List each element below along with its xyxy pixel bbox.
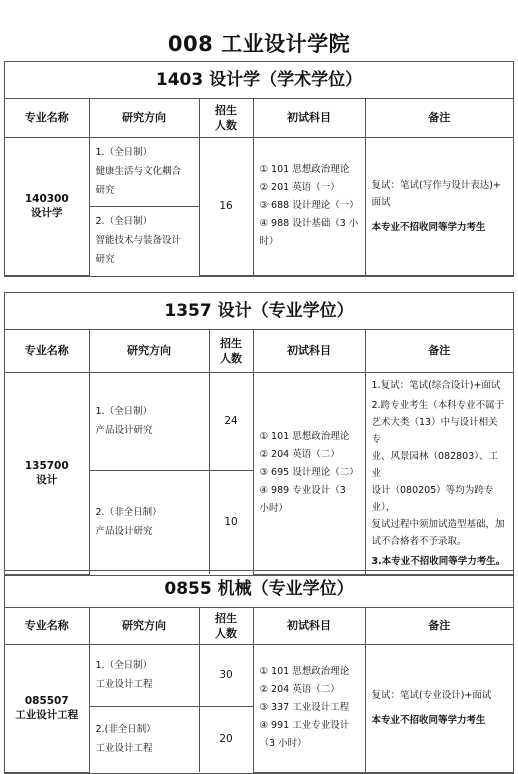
enrollment-count: 10: [209, 470, 253, 574]
header-row: [5, 608, 513, 644]
program-table: [5, 608, 513, 773]
subjects-cell: ① 101 思想政治理论 ② 201 英语（一） ③ 688 设计理论（一） ④ 988 设计基础（3 小 时）: [253, 137, 365, 275]
program-block-design-academic: [4, 61, 514, 277]
program-block-mechanical-professional: [4, 570, 514, 774]
enrollment-count: 30: [199, 644, 253, 706]
header-subjects: 初试科目: [253, 99, 365, 137]
enrollment-count: 16: [199, 137, 253, 275]
major-name: 工业设计工程: [15, 709, 79, 721]
page-title: 008 工业设计学院: [167, 32, 351, 56]
enrollment-count: 24: [209, 372, 253, 470]
major-cell: [5, 137, 89, 275]
header-enrollment: 招生 人数: [199, 99, 253, 137]
subjects-cell: ① 101 思想政治理论 ② 204 英语（二） ③ 695 设计理论（二） ④ 989 专业设计（3 小时）: [253, 372, 365, 574]
major-name: 设计学: [31, 207, 63, 219]
direction-cell: 1.（全日制） 产品设计研究: [89, 372, 209, 470]
notes-cell: 1.复试：笔试(综合设计)+面试 2.跨专业考生（本科专业不属于 艺术大类（13）中与设计相关专 业、风景园林（082803）、工业 设计（080205）等均为跨专业）， 复试过程中须加试造型基础，加 试不合格者不予录取。 3.本专业不招收同等学力考生。: [365, 372, 513, 574]
major-code: 085507: [24, 695, 69, 707]
section-title: 1357 设计（专业学位）: [5, 293, 513, 330]
program-table: [5, 330, 513, 575]
direction-cell: 1.（全日制） 工业设计工程: [89, 644, 199, 706]
enrollment-count: 20: [199, 706, 253, 772]
header-subjects: 初试科目: [253, 330, 365, 372]
section-title: 1403 设计学（学术学位）: [5, 62, 513, 99]
header-row: [5, 330, 513, 372]
major-cell: [5, 644, 89, 772]
program-block-design-professional: [4, 292, 514, 576]
direction-cell: 2.(非全日制） 工业设计工程: [89, 706, 199, 772]
major-code: 135700: [24, 460, 69, 472]
header-row: [5, 99, 513, 137]
section-title: 0855 机械（专业学位）: [5, 571, 513, 608]
header-major: 专业名称: [5, 608, 89, 644]
header-notes: 备注: [365, 99, 513, 137]
header-enrollment: 招生 人数: [199, 608, 253, 644]
major-code: 140300: [24, 193, 69, 205]
header-direction: 研究方向: [89, 608, 199, 644]
header-subjects: 初试科目: [253, 608, 365, 644]
header-major: 专业名称: [5, 99, 89, 137]
subjects-cell: ① 101 思想政治理论 ② 204 英语（二） ③ 337 工业设计工程 ④ 991 工业专业设计 （3 小时）: [253, 644, 365, 772]
direction-cell: 2.（非全日制） 产品设计研究: [89, 470, 209, 574]
notes-cell: 复试：笔试(写作与设计表达)+ 面试 本专业不招收同等学力考生: [365, 137, 513, 275]
table-row: [5, 137, 513, 206]
program-table: [5, 99, 513, 276]
notes-cell: 复试：笔试(专业设计)+面试 本专业不招收同等学力考生: [365, 644, 513, 772]
header-direction: 研究方向: [89, 99, 199, 137]
header-notes: 备注: [365, 330, 513, 372]
header-enrollment: 招生 人数: [209, 330, 253, 372]
table-row: [5, 644, 513, 706]
table-row: [5, 372, 513, 470]
header-notes: 备注: [365, 608, 513, 644]
direction-cell: 1.（全日制） 健康生活与文化耦合 研究: [89, 137, 199, 206]
major-cell: [5, 372, 89, 574]
major-name: 设计: [36, 474, 58, 486]
header-major: 专业名称: [5, 330, 89, 372]
header-direction: 研究方向: [89, 330, 209, 372]
direction-cell: 2.（全日制） 智能技术与装备设计 研究: [89, 206, 199, 275]
